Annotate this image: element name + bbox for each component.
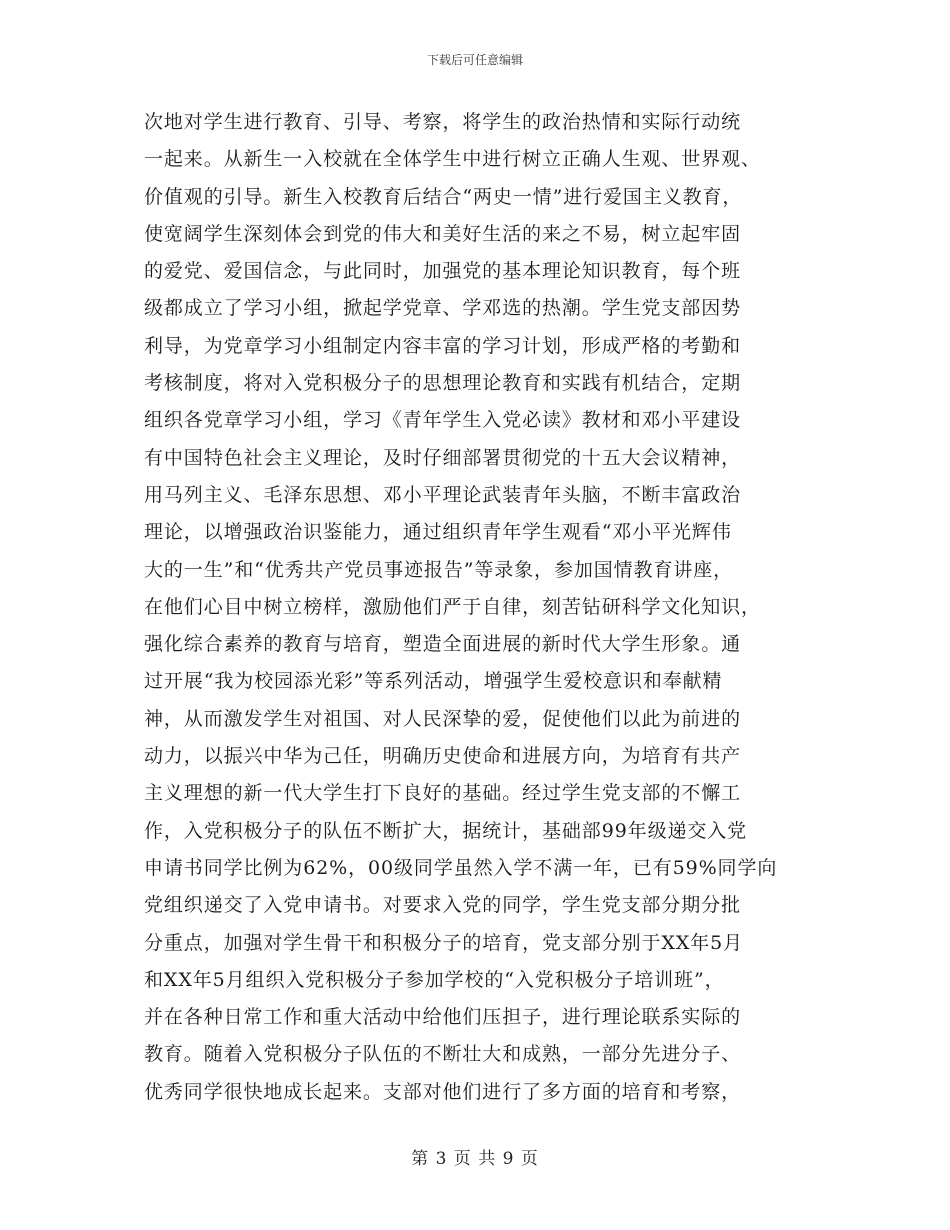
text-line: 和XX年5月组织入党积极分子参加学校的“入党积极分子培训班”， [144,968,725,991]
text-line: 过开展“我为校园添光彩”等系列活动，增强学生爱校意识和奉献精 [144,670,723,693]
text-line: 党组织递交了入党申请书。对要求入党的同学，学生党支部分期分批 [144,894,742,917]
page-footer: 第 3 页 共 9 页 [411,1149,539,1169]
text-line: 组织各党章学习小组，学习《青年学生入党必读》教材和邓小平建设 [144,409,742,432]
text-line: 考核制度，将对入党积极分子的思想理论教育和实践有机结合，定期 [144,372,742,395]
text-line: 分重点，加强对学生骨干和积极分子的培育，党支部分别于XX年5月 [144,931,744,954]
text-line: 的爱党、爱国信念，与此同时，加强党的基本理论知识教育，每个班 [144,260,742,283]
text-line: 并在各种日常工作和重大活动中给他们压担子，进行理论联系实际的 [144,1006,742,1029]
text-line: 神，从而激发学生对祖国、对人民深挚的爱，促使他们以此为前进的 [144,707,742,730]
text-line: 理论，以增强政治识鉴能力，通过组织青年学生观看“邓小平光辉伟 [144,521,732,544]
text-line: 价值观的引导。新生入校教育后结合“两史一情”进行爱国主义教育， [144,185,743,208]
text-line: 利导，为党章学习小组制定内容丰富的学习计划，形成严格的考勤和 [144,334,742,357]
text-line: 在他们心目中树立榜样，激励他们严于自律，刻苦钻研科学文化知识， [144,595,761,618]
body-text [144,104,808,1111]
text-line: 使宽阔学生深刻体会到党的伟大和美好生活的来之不易，树立起牢固 [144,222,742,245]
text-line: 级都成立了学习小组，掀起学党章、学邓选的热潮。学生党支部因势 [144,297,742,320]
text-line: 作，入党积极分子的队伍不断扩大，据统计，基础部99年级递交入党 [144,819,748,842]
text-line: 次地对学生进行教育、引导、考察，将学生的政治热情和实际行动统 [144,111,742,133]
text-line: 动力，以振兴中华为己任，明确历史使命和进展方向，为培育有共产 [144,745,742,768]
page-header: 下载后可任意编辑 [426,53,523,67]
text-line: 申请书同学比例为62%，00级同学虽然入学不满一年，已有59%同学向 [144,856,778,879]
text-line: 有中国特色社会主义理论，及时仔细部署贯彻党的十五大会议精神， [144,446,742,469]
text-line: 教育。随着入党积极分子队伍的不断壮大和成熟，一部分先进分子、 [144,1043,742,1066]
text-line: 一起来。从新生一入校就在全体学生中进行树立正确人生观、世界观、 [144,148,761,171]
text-line: 用马列主义、毛泽东思想、邓小平理论武装青年头脑，不断丰富政治 [144,483,742,506]
text-line: 主义理想的新一代大学生打下良好的基础。经过学生党支部的不懈工 [144,782,742,805]
text-line: 大的一生”和“优秀共产党员事迹报告”等录象，参加国情教育讲座， [144,558,734,581]
text-line: 优秀同学很快地成长起来。支部对他们进行了多方面的培育和考察， [144,1080,742,1103]
text-line: 强化综合素养的教育与培育，塑造全面进展的新时代大学生形象。通 [144,633,742,656]
